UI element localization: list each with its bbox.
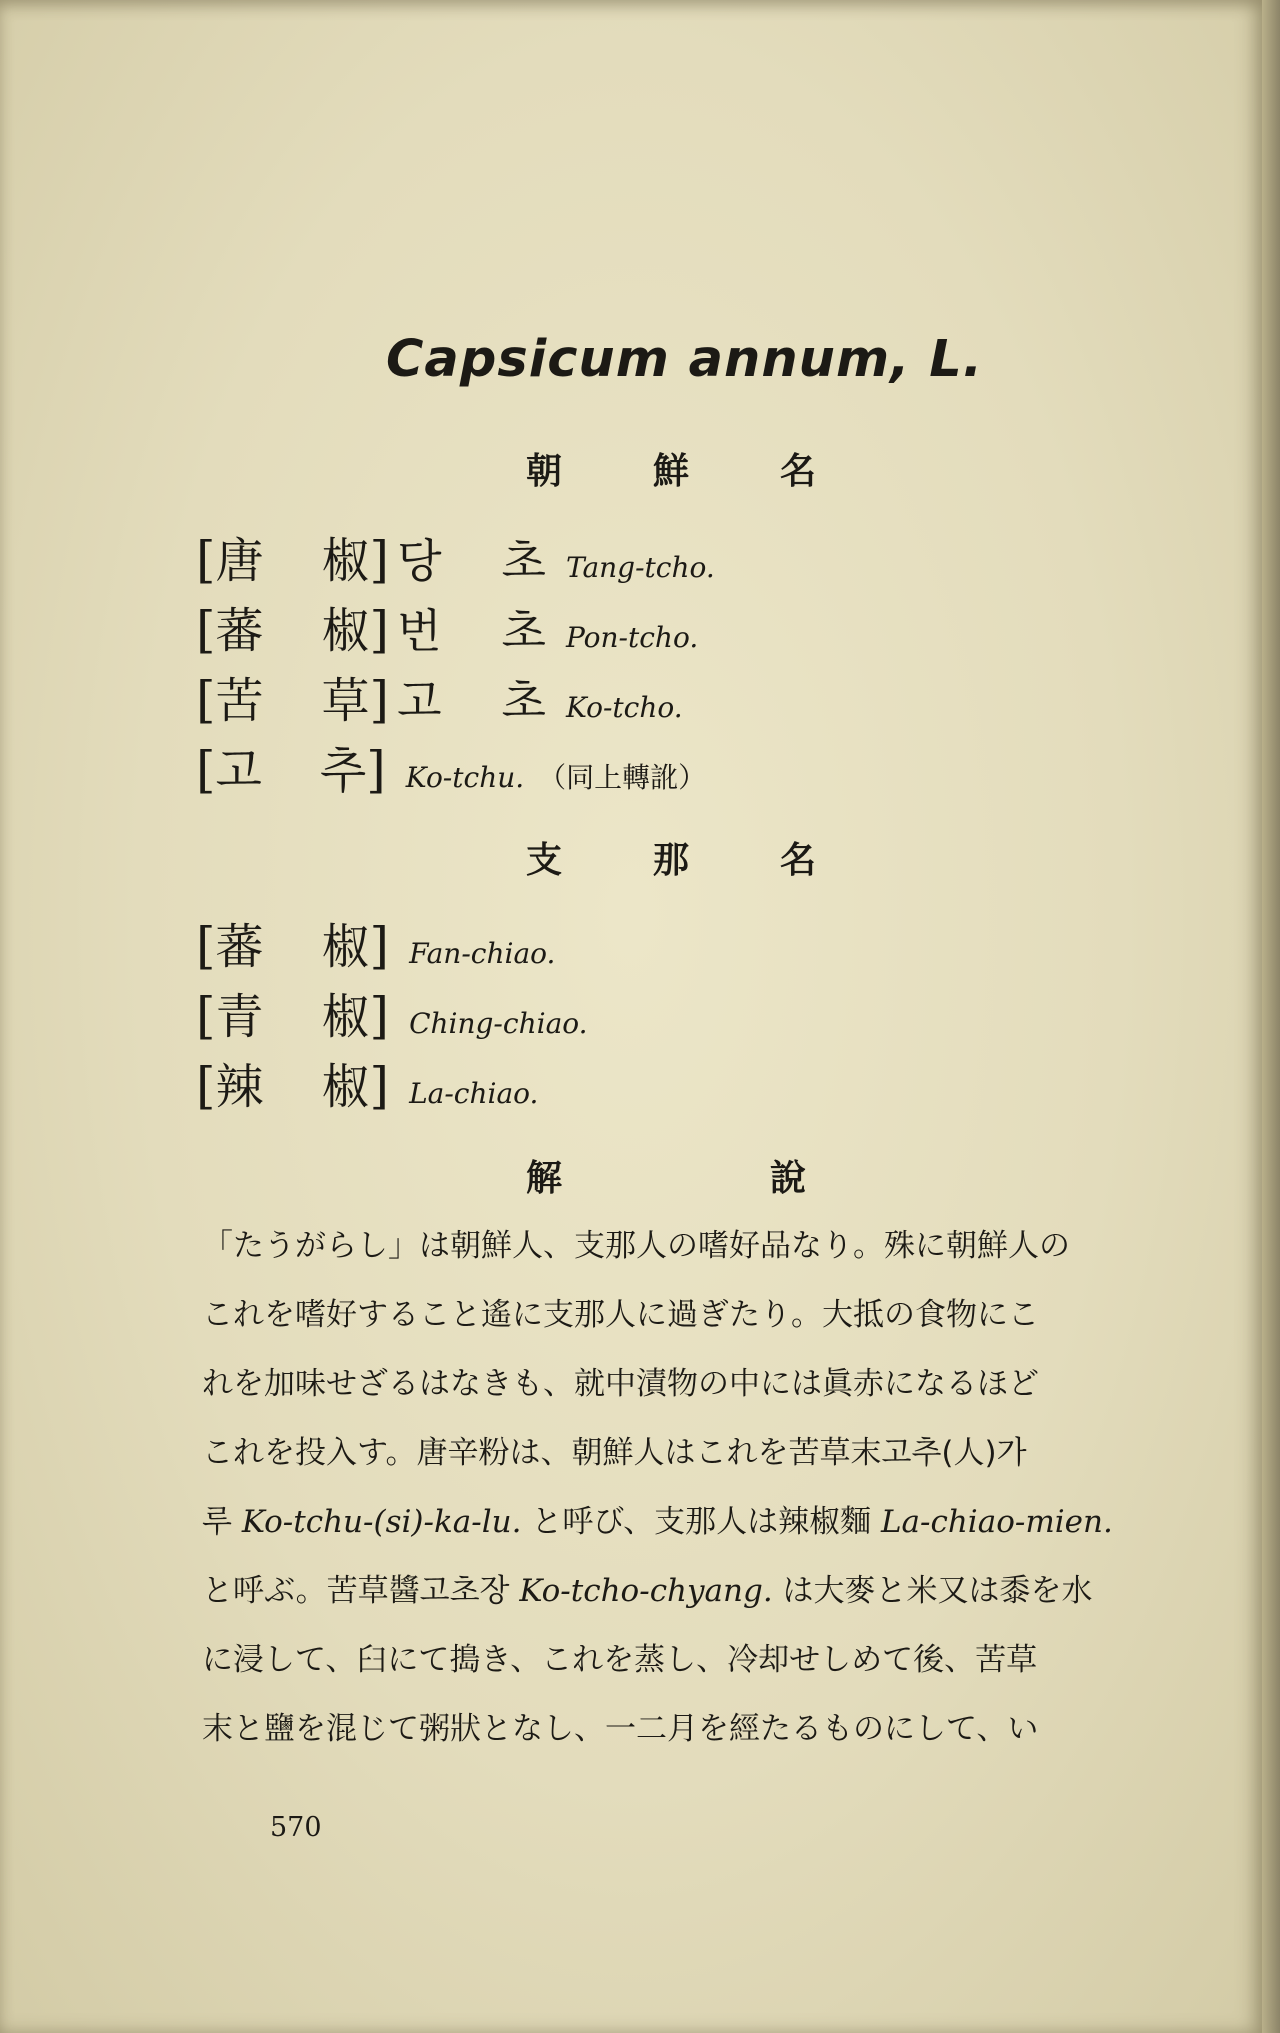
heading-char: 那 — [652, 840, 689, 881]
hangul-char: 초 — [501, 604, 546, 658]
korean-name-entry: [ 唐 椒 ] 당 초 Tang-tcho. — [196, 522, 715, 582]
romanization: Ching-chiao. — [409, 1007, 588, 1040]
paragraph-line: これを投入す。唐辛粉は、朝鮮人はこれを苦草末고추(人)가 — [202, 1435, 1027, 1471]
hangul-char: 당 — [397, 534, 442, 588]
korean-name-entry: [ 고 추 ] Ko-tchu. （同上轉訛） — [196, 732, 706, 792]
hanja-char: 唐 — [215, 533, 264, 589]
hangul-char: 추 — [319, 743, 367, 799]
romanization: Ko-tchu. — [405, 761, 525, 794]
heading-char: 鮮 — [652, 451, 689, 492]
korean-name-entry: [ 苦 草 ] 고 초 Ko-tcho. — [196, 662, 683, 722]
romanization: Fan-chiao. — [409, 937, 556, 970]
hangul-char: 초 — [501, 534, 546, 588]
paragraph-line: と呼ぶ。苦草醬고초장 Ko-tcho-chyang. は大麥と米又は黍を水 — [202, 1573, 1093, 1609]
romanization: Ko-tcho. — [565, 691, 683, 724]
hangul-char: 고 — [215, 743, 262, 799]
hanzi-char: 椒 — [321, 919, 370, 975]
hanzi-char: 蕃 — [215, 919, 264, 975]
hanja-char: 草 — [321, 673, 370, 729]
page-edge — [1262, 0, 1280, 2033]
hanja-char: 蕃 — [215, 603, 264, 659]
paragraph-line: れを加味せざるはなきも、就中漬物の中には眞赤になるほど — [202, 1366, 1039, 1402]
paragraph-line: 末と鹽を混じて粥狀となし、一二月を經たるものにして、い — [202, 1711, 1039, 1747]
chinese-name-entry: [ 青 椒 ] Ching-chiao. — [196, 978, 588, 1038]
chinese-name-entry: [ 辣 椒 ] La-chiao. — [196, 1048, 538, 1108]
hanzi-char: 椒 — [321, 1059, 370, 1115]
hanja-char: 椒 — [321, 533, 370, 589]
hanja-char: 椒 — [321, 603, 370, 659]
chinese-names-heading — [526, 832, 816, 883]
heading-char: 朝 — [526, 451, 563, 492]
hanzi-char: 辣 — [215, 1059, 264, 1115]
korean-names-heading — [526, 443, 816, 494]
heading-char: 名 — [779, 840, 816, 881]
chinese-name-entry: [ 蕃 椒 ] Fan-chiao. — [196, 908, 555, 968]
romanization: La-chiao. — [409, 1077, 539, 1110]
heading-char: 說 — [769, 1158, 806, 1199]
paragraph-line: に浸して、臼にて搗き、これを蒸し、冷却せしめて後、苦草 — [202, 1642, 1038, 1678]
paragraph-line: 「たうがらし」は朝鮮人、支那人の嗜好品なり。殊に朝鮮人の — [202, 1228, 1070, 1264]
paragraph-line: これを嗜好すること遙に支那人に過ぎたり。大抵の食物にこ — [202, 1297, 1039, 1333]
heading-char: 支 — [526, 840, 563, 881]
romanization: Tang-tcho. — [565, 551, 715, 584]
heading-char: 解 — [526, 1158, 563, 1199]
hanzi-char: 椒 — [321, 989, 370, 1045]
romanization: Pon-tcho. — [565, 621, 699, 654]
commentary-paragraph — [202, 1212, 1122, 1764]
commentary-heading — [526, 1150, 806, 1201]
korean-name-entry: [ 蕃 椒 ] 번 초 Pon-tcho. — [196, 592, 698, 652]
name-note: （同上轉訛） — [538, 761, 707, 794]
heading-char: 名 — [779, 451, 816, 492]
hangul-char: 번 — [397, 604, 442, 658]
page-number: 570 — [270, 1812, 322, 1843]
paragraph-line: 루 Ko-tchu-(si)-ka-lu. と呼び、支那人は辣椒麵 La-chiao-mien. — [202, 1504, 1113, 1540]
species-title: Capsicum annum, L. — [386, 330, 984, 389]
hangul-char: 초 — [501, 674, 546, 728]
hangul-char: 고 — [397, 674, 442, 728]
hanzi-char: 青 — [215, 989, 264, 1045]
hanja-char: 苦 — [215, 673, 264, 729]
